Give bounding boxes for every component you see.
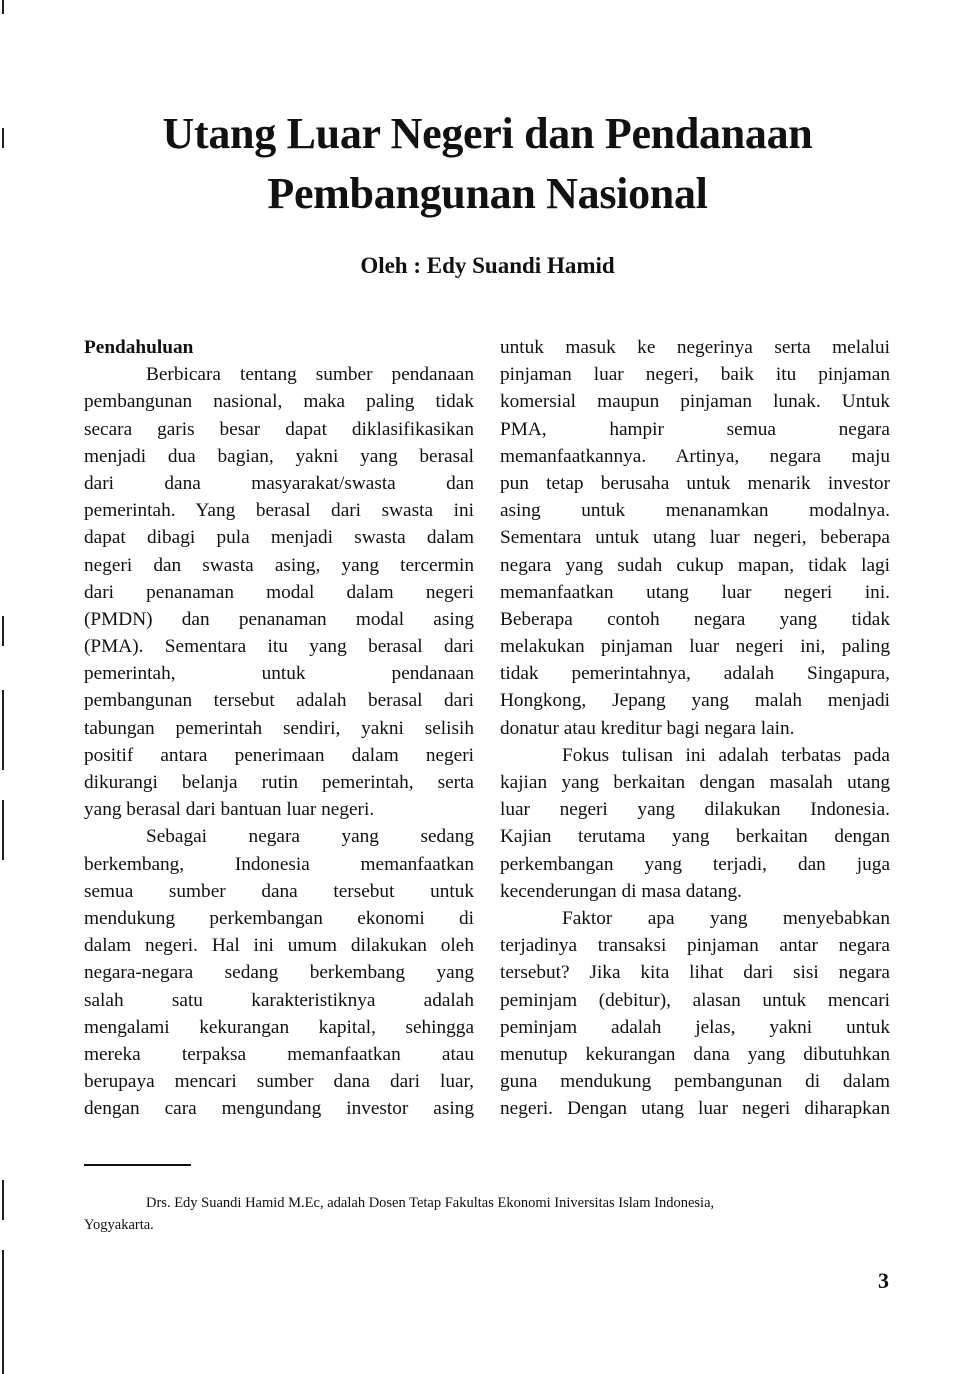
text-line: (PMDN) dan penanaman modal asing [84,608,474,630]
text-line: luar negeri yang dilakukan Indonesia. [500,799,890,821]
text-line: yang berasal dari bantuan luar negeri. [84,799,375,821]
right-column [500,334,890,1122]
text-line: terjadinya transaksi pinjaman antar negara [500,935,890,957]
text-line: menutup kekurangan dana yang dibutuhkan [500,1043,890,1065]
text-line: komersial maupun pinjaman lunak. Untuk [500,391,890,413]
left-column [84,334,474,1122]
text-line: tabungan pemerintah sendiri, yakni selisih [84,717,474,739]
footnote [84,1192,894,1236]
text-line: dari penanaman modal dalam negeri [84,581,474,603]
text-line: negara yang sudah cukup mapan, tidak lagi [500,554,890,576]
text-line: semua sumber dana tersebut untuk [84,880,474,902]
text-line: tersebut? Jika kita lihat dari sisi negara [500,962,890,984]
text-line: Beberapa contoh negara yang tidak [500,608,890,630]
author-byline: Oleh : Edy Suandi Hamid [360,253,615,278]
text-line: melakukan pinjaman luar negeri ini, paling [500,636,890,658]
section-heading: Pendahuluan [84,337,194,358]
text-line: kecenderungan di masa datang. [500,880,742,902]
text-line: berkembang, Indonesia memanfaatkan [84,853,474,875]
text-line: menjadi dua bagian, yakni yang berasal [84,445,474,467]
text-line: Faktor apa yang menyebabkan [562,907,890,929]
article-title-line-2: Pembangunan Nasional [267,169,708,218]
text-line: peminjam (debitur), alasan untuk mencari [500,989,890,1011]
footnote-divider [84,1164,191,1166]
text-line: guna mendukung pembangunan di dalam [500,1071,890,1093]
text-line: Berbicara tentang sumber pendanaan [146,364,474,386]
footnote-line-1: Drs. Edy Suandi Hamid M.Ec, adalah Dosen Tetap Fakultas Ekonomi Iniversitas Islam Indonesia, [146,1195,715,1211]
text-line: negara-negara sedang berkembang yang [84,962,474,984]
text-line: berupaya mencari sumber dana dari luar, [84,1071,474,1093]
text-line: memanfaatkan utang luar negeri ini. [500,581,890,603]
text-line: pemerintah. Yang berasal dari swasta ini [84,500,474,522]
text-line: dikurangi belanja rutin pemerintah, serta [84,772,474,793]
text-line: dalam negeri. Hal ini umum dilakukan oleh [84,935,474,957]
text-line: memanfaatkannya. Artinya, negara maju [500,445,890,467]
article-title-line-1: Utang Luar Negeri dan Pendanaan [162,109,813,158]
text-line: kajian yang berkaitan dengan masalah utang [500,772,890,793]
text-line: Fokus tulisan ini adalah terbatas pada [562,744,890,766]
text-line: Hongkong, Jepang yang malah menjadi [500,690,890,712]
page-number: 3 [878,1268,889,1293]
text-line: mendukung perkembangan ekonomi di [84,907,474,929]
text-line: mengalami kekurangan kapital, sehingga [84,1016,474,1038]
text-line: Kajian terutama yang berkaitan dengan [500,826,890,848]
text-line: mereka terpaksa memanfaatkan atau [84,1043,474,1065]
text-line: pun tetap berusaha untuk menarik investor [500,472,890,494]
text-line: pinjaman luar negeri, baik itu pinjaman [500,364,890,386]
text-line: donatur atau kreditur bagi negara lain. [500,717,795,739]
text-line: negeri dan swasta asing, yang tercermin [84,554,474,576]
text-line: pembangunan tersebut adalah berasal dari [84,690,474,712]
text-line: tidak pemerintahnya, adalah Singapura, [500,663,890,685]
text-line: perkembangan yang terjadi, dan juga [500,853,890,875]
text-line: pemerintah, untuk pendanaan [84,663,474,685]
text-line: Sementara untuk utang luar negeri, beberapa [500,527,890,549]
text-line: PMA, hampir semua negara [500,418,890,440]
text-line: dengan cara mengundang investor asing [84,1098,474,1120]
text-line: untuk masuk ke negerinya serta melalui [500,337,890,358]
text-line: salah satu karakteristiknya adalah [84,989,474,1011]
text-line: negeri. Dengan utang luar negeri diharapkan [500,1098,890,1120]
text-line: dapat dibagi pula menjadi swasta dalam [84,527,474,549]
text-line: dari dana masyarakat/swasta dan [84,472,474,494]
text-line: peminjam adalah jelas, yakni untuk [500,1016,890,1038]
text-line: asing untuk menanamkan modalnya. [500,500,890,522]
text-line: secara garis besar dapat diklasifikasikan [84,418,474,440]
footnote-line-2: Yogyakarta. [84,1217,154,1233]
text-line: positif antara penerimaan dalam negeri [84,744,474,766]
text-line: Sebagai negara yang sedang [146,826,474,848]
text-line: pembangunan nasional, maka paling tidak [84,391,474,413]
text-line: (PMA). Sementara itu yang berasal dari [84,636,474,658]
